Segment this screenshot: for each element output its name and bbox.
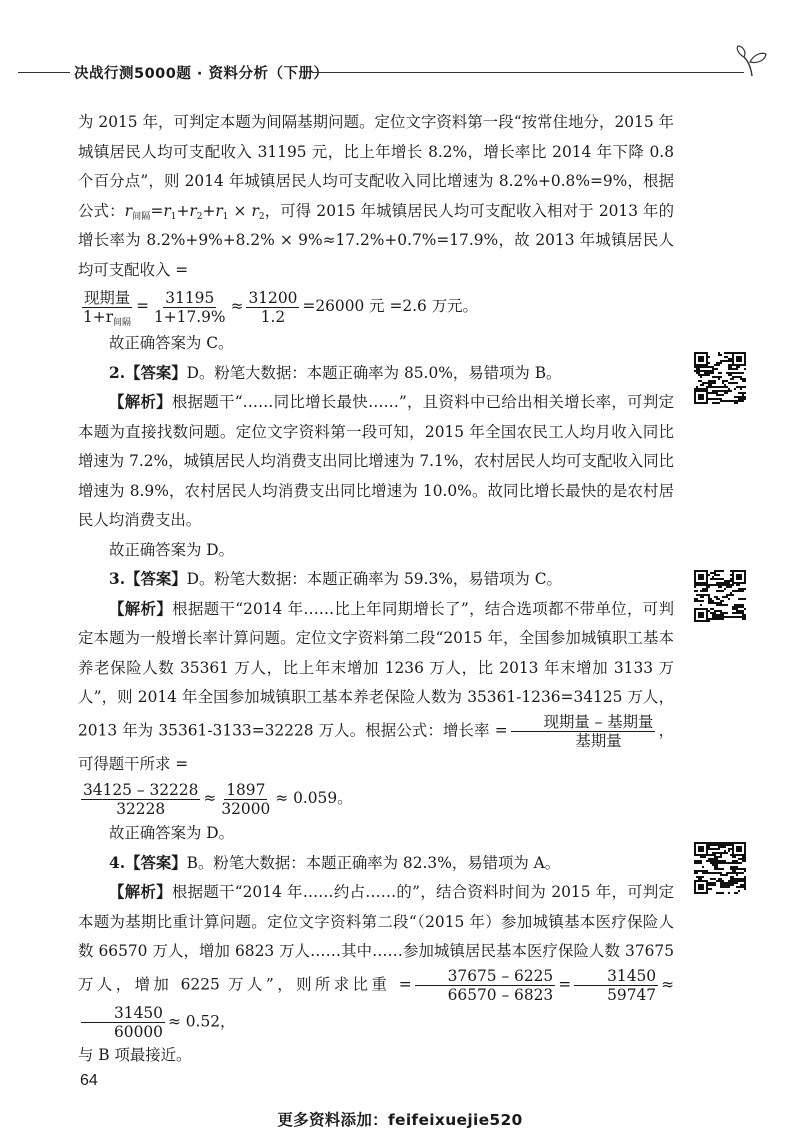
header-rule-right [312, 72, 744, 73]
sprout-icon [732, 44, 772, 78]
answer-line: 故正确答案为 D。 [109, 540, 234, 559]
question-4-analysis: 【解析】根据题干“2014 年……约占……的”，结合资料时间为 2015 年，可判定本题为基期比重计算问题。定位文字资料第二段“（2015 年）参加城镇基本医疗保险人数 66570 万人，增加 6823 万人……其中……参加城镇居民基本医疗保险人数 37675 万人，增加 6225 万人”，则所求比重 = $\frac{37675 - 6225}{66570 - 6823}$ = $\frac{31450}{59747}$ ≈ $\frac{31450}{60000}$ ≈ 0.52， [78, 883, 674, 1041]
fraction: $\frac{\text{现期量 – 基期量}}{\text{基期量}}$ [511, 713, 656, 750]
running-header [0, 56, 800, 86]
qr-code-icon[interactable] [694, 352, 746, 404]
formula-growth-rate: $\frac{34125 - 32228}{32228}$ ≈ $\frac{1897}{32000}$ ≈ 0.059。 [83, 780, 353, 818]
footer-note: 更多资料添加：feifeixuejie520 [277, 1111, 523, 1129]
qr-code-icon[interactable] [694, 842, 746, 894]
page-number: 64 [80, 1072, 98, 1089]
answer-line: 故正确答案为 D。 [109, 824, 234, 842]
fraction: $\frac{34125 - 32228}{32228}$ [83, 780, 199, 818]
question-3-answer: 3.【答案】D。粉笔大数据：本题正确率为 59.3%，易错项为 C。 [109, 570, 562, 588]
question-2-analysis: 【解析】根据题干“……同比增长最快……”，且资料中已给出相关增长率，可判定本题为直接找数问题。定位文字资料第一段可知，2015 年全国农民工人均月收入同比增速为 7.2%，城镇居民人均消费支出同比增速为 7.1%，农村居民人均可支配收入同比增速为 8.9%，农村居民人均消费支出同比增速为 10.0%。故同比增长最快的是农村居民人均消费支出。 [78, 393, 674, 529]
answer-line: 故正确答案为 C。 [109, 334, 234, 352]
fraction: $\frac{31200}{1.2}$ [248, 288, 298, 326]
question-2-answer: 2.【答案】D。粉笔大数据：本题正确率为 85.0%，易错项为 B。 [109, 363, 562, 382]
paragraph: 为 2015 年，可判定本题为间隔基期问题。定位文字资料第一段“按常住地分，2015 年城镇居民人均可支配收入 31195 元，比上年增长 8.2%，增长率比 2014 年下降 0.8 个百分点”，则 2014 年城镇居民人均可支配收入同比增速为 8.2%+0.8%=9%，根据公式：$r_{间隔}=r_1+r_2+r_1 \times r_2$，可得 2015 年城镇居民人均可支配收入相对于 2013 年的增长率为 8.2%+9%+8.2% × 9%≈17.2%+0.7%=17.9%，故 2013 年城镇居民人均可支配收入 = [78, 113, 674, 279]
fraction: $\frac{31195}{1+17.9\%}$ [153, 288, 226, 326]
fraction: $\frac{1897}{32000}$ [221, 780, 271, 818]
fraction: $\frac{37675 - 6225}{66570 - 6823}$ [415, 967, 556, 1004]
fraction: $\frac{\text{现期量}}{1+r_{间隔}}$ [83, 288, 132, 328]
header-rule-left [18, 72, 70, 73]
qr-code-icon[interactable] [694, 570, 746, 622]
question-3-analysis: 【解析】根据题干“2014 年……比上年同期增长了”，结合选项都不带单位，可判定本题为一般增长率计算问题。定位文字资料第二段“2015 年，全国参加城镇职工基本养老保险人数 35361 万人，比上年末增加 1236 万人，比 2013 年末增加 3133 万人”，则 2014 年全国参加城镇职工基本养老保险人数为 35361-1236=34125 万人，2013 年为 35361-3133=32228 万人。根据公式：增长率 = $\frac{\text{现期量 – 基期量}}{\text{基期量}}$ ，可得题干所求 = [78, 599, 674, 773]
fraction: $\frac{31450}{60000}$ [81, 1004, 165, 1041]
formula-base-income: $\frac{\text{现期量}}{1+r_{间隔}}$ = $\frac{31195}{1+17.9\%}$ ≈ $\frac{31200}{1.2}$ =26000 元 =2.6 万元。 [83, 288, 478, 328]
book-title: 决战行测5000题 · 资料分析（下册） [74, 66, 329, 82]
page-body [78, 108, 674, 1070]
question-4-answer: 4.【答案】B。粉笔大数据：本题正确率为 82.3%，易错项为 A。 [109, 853, 561, 872]
paragraph: 与 B 项最接近。 [78, 1045, 192, 1064]
fraction: $\frac{31450}{59747}$ [574, 967, 658, 1004]
